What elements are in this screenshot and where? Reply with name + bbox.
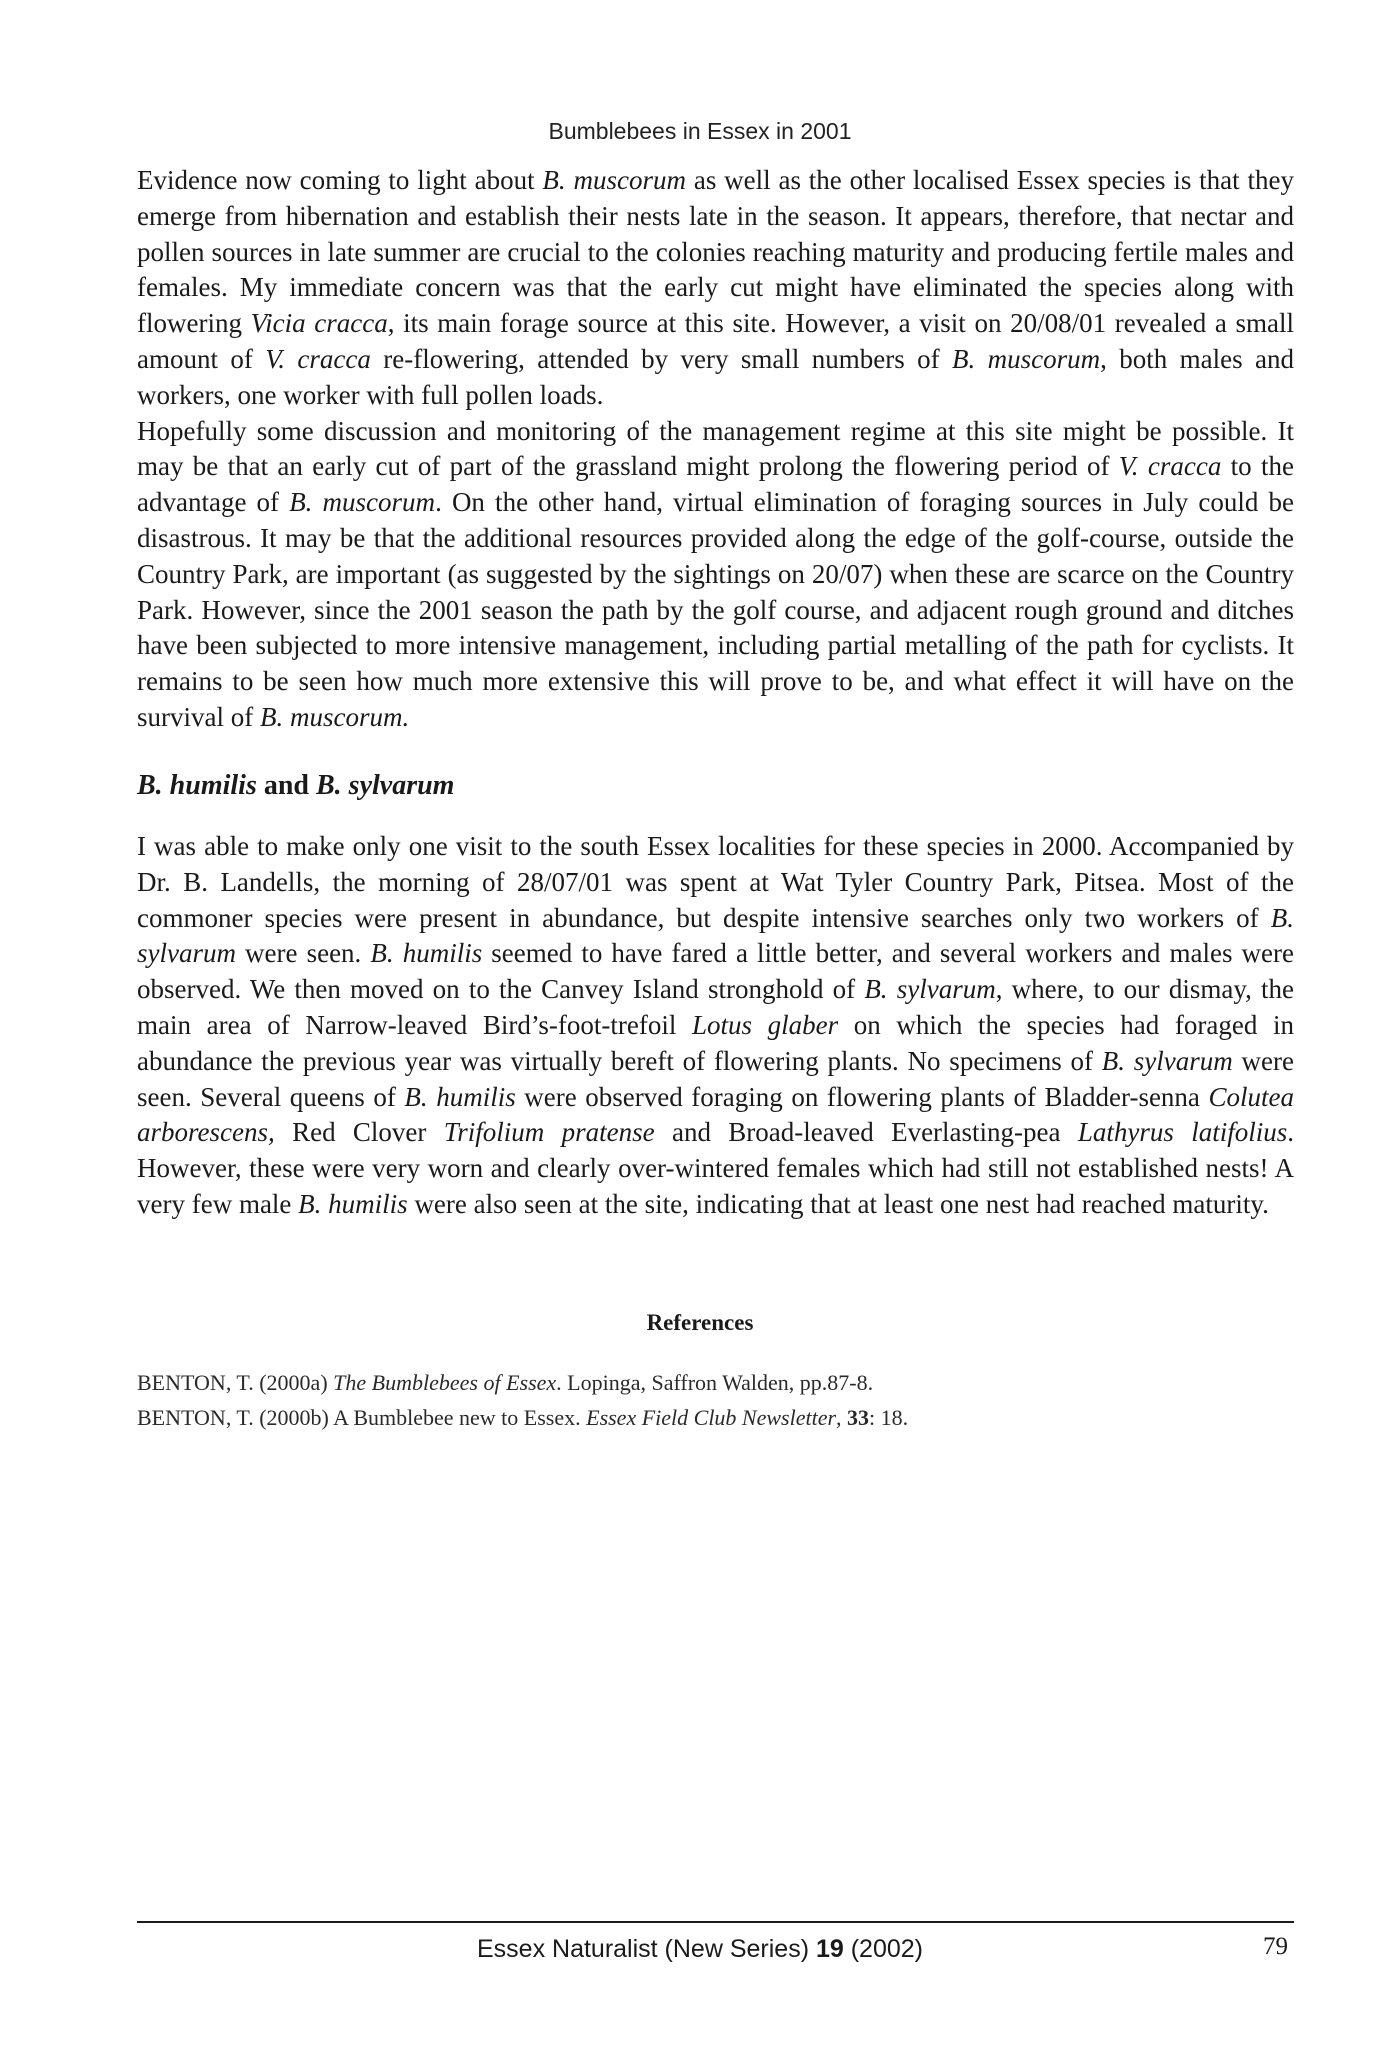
text-run: on which the species had foraged in abundance the previous year was virtually bereft of flowering plants. No specimens of (137, 1009, 1294, 1076)
text-run: , where, to our dismay, the main area of Narrow-leaved Bird’s-foot-trefoil (137, 974, 1294, 1040)
text-run: were also seen at the site, indicating that at least one nest had reached maturity. (407, 1188, 1269, 1219)
text-run: seemed to have fared a little better, and several workers and males were observed. We then moved on to the Canvey Island stronghold of (137, 938, 1294, 1005)
species-name: V. cracca (265, 343, 371, 374)
species-name: B. sylvarum (1101, 1045, 1233, 1076)
species-name: Lathyrus latifolius (1077, 1117, 1288, 1148)
text-run: Hopefully some discussion and monitoring of the management regime at this site might be possible. It may be that an early cut of part of the grassland might prolong the flowering period of (137, 415, 1294, 482)
text-run: BENTON, T. (2000b) A Bumblebee new to Essex. (137, 1405, 587, 1430)
text-run: to the advantage of (137, 451, 1294, 518)
species-name: Lotus glaber (691, 1009, 839, 1040)
section-muscorum-text (137, 163, 1294, 736)
section-heading (137, 770, 454, 802)
text-run: Red Clover (274, 1117, 444, 1148)
text-run: . On the other hand, virtual elimination of foraging sources in July could be disastrous. It may be that the additional resources provided along the edge of the golf-course, outside the Country Park, are important (as suggested by the sightings on 20/07) when these are scarce on the Country Park. However, since the 2001 season the path by the golf course, and adjacent rough ground and ditches have been subjected to more intensive management, including partial metalling of the path for cyclists. It remains to be seen how much more extensive this will prove to be, and what effect it will have on the survival of (137, 487, 1294, 732)
text-run: and Broad-leaved Everlasting-pea (654, 1117, 1078, 1148)
volume-number: 19 (815, 1935, 844, 1963)
text-run: , both males and workers, one worker with full pollen loads. (137, 343, 1294, 410)
footer-journal (0, 1935, 1400, 1964)
paragraph (137, 414, 1294, 736)
species-name: B. humilis (404, 1081, 516, 1112)
reference-volume: 33 (847, 1405, 870, 1430)
text-run: Evidence now coming to light about (137, 165, 543, 195)
journal-name: Essex Naturalist (New Series) (476, 1935, 816, 1963)
text-run: were observed foraging on flowering plants of Bladder-senna (515, 1081, 1209, 1112)
species-name: V. cracca (1118, 451, 1222, 482)
species-name: Colutea arborescens, (137, 1081, 1294, 1148)
text-run: were seen. (235, 938, 371, 969)
species-name: B. humilis (370, 938, 483, 969)
reference-item (137, 1400, 1294, 1435)
species-name: B. muscorum. (259, 701, 410, 732)
species-name: B. muscorum (289, 487, 436, 518)
text-run: I was able to make only one visit to the south Essex localities for these species in 2000. Accompanied by Dr. B. Landells, the morning of 28/07/01 was spent at Wat Tyler Country Park, Pitsea. Most of the commoner species were present in abundance, but despite intensive searches only two workers of (137, 831, 1294, 933)
text-run: . Lopinga, Saffron Walden, pp.87-8. (556, 1370, 874, 1395)
text-run: were seen. Several queens of (137, 1045, 1294, 1112)
text-run: BENTON, T. (2000a) (137, 1370, 334, 1395)
paragraph (137, 163, 1294, 414)
reference-journal: Essex Field Club Newsletter (586, 1405, 837, 1430)
paragraph (137, 829, 1294, 1223)
species-name: Vicia cracca (250, 308, 388, 339)
species-name: B. muscorum (952, 343, 1101, 374)
heading-conjunction: and (256, 770, 316, 801)
journal-year: (2002) (843, 1935, 923, 1963)
reference-title: The Bumblebees of Essex (333, 1370, 557, 1395)
species-name: Trifolium pratense (443, 1117, 655, 1148)
text-run: , (836, 1405, 848, 1430)
species-name: B. humilis (298, 1188, 408, 1219)
references-title: References (646, 1310, 754, 1335)
footer-rule (137, 1921, 1294, 1923)
section-humilis-sylvarum-text (137, 829, 1294, 1223)
text-run: : 18. (869, 1405, 909, 1430)
species-name: B. sylvarum (137, 902, 1294, 969)
page-number: 79 (1263, 1933, 1288, 1960)
text-run: re-flowering, attended by very small numbers of (370, 343, 952, 374)
reference-item (137, 1365, 1294, 1400)
running-head: Bumblebees in Essex in 2001 (548, 118, 852, 144)
species-name: B. muscorum (542, 165, 686, 195)
heading-species: B. humilis (137, 770, 257, 801)
heading-species: B. sylvarum (316, 770, 455, 801)
text-run: as well as the other localised Essex species is that they emerge from hibernation and establish their nests late in the season. It appears, therefore, that nectar and pollen sources in late summer are crucial to the colonies reaching maturity and producing fertile males and females. My immediate concern was that the early cut might have eliminated the species along with flowering (137, 165, 1294, 339)
references-list (137, 1365, 1294, 1435)
species-name: B. sylvarum (864, 974, 996, 1005)
text-run: , its main forage source at this site. However, a visit on 20/08/01 revealed a small amount of (137, 308, 1294, 374)
text-run: . However, these were very worn and clearly over-wintered females which had still not established nests! A very few male (137, 1117, 1294, 1219)
